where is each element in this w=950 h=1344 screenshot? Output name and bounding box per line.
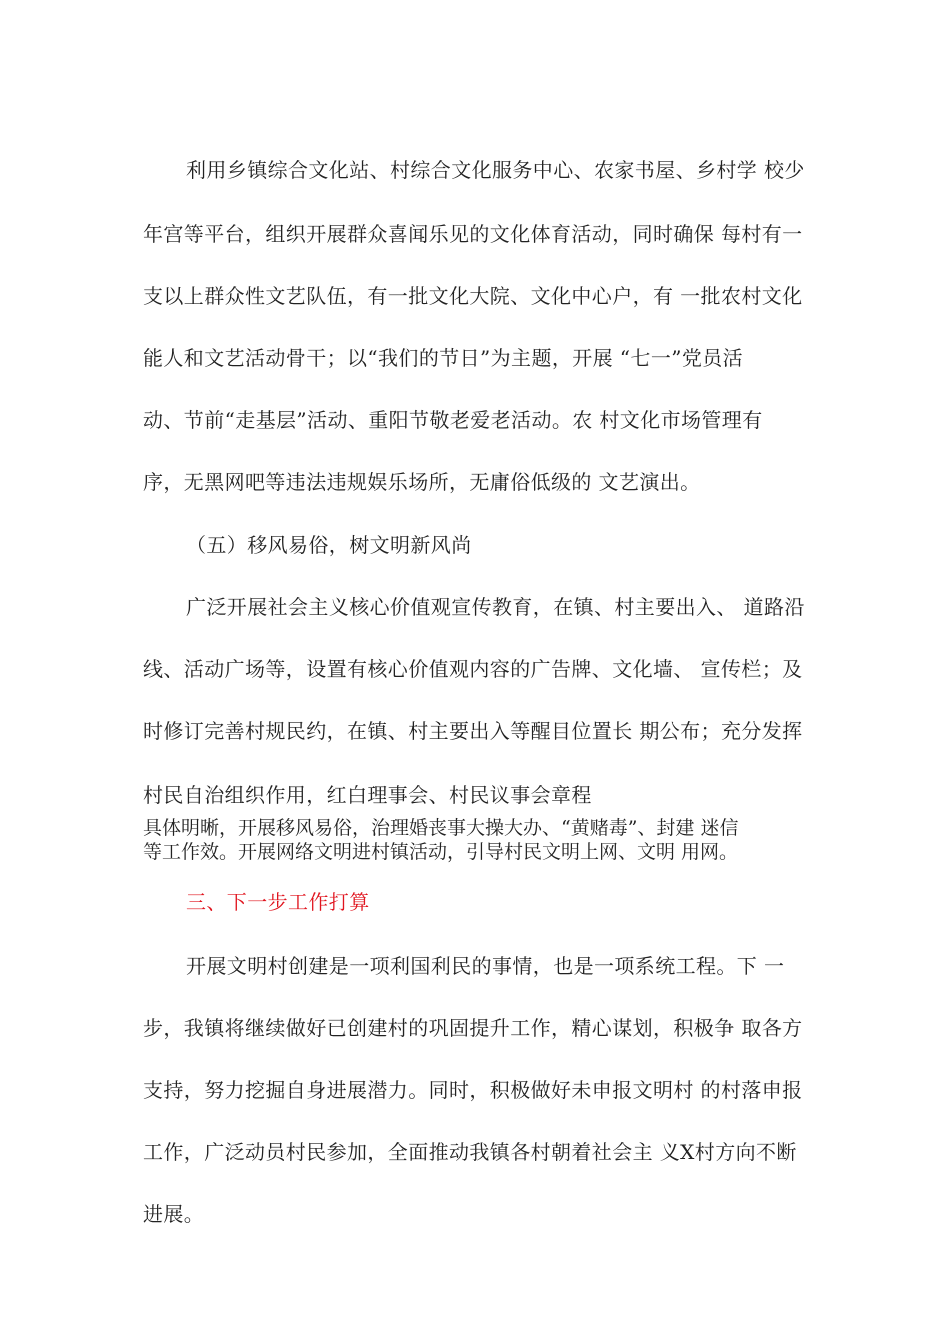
paragraph-line: 线、活动广场等，设置有核心价值观内容的广告牌、文化墙、 宣传栏；及 (143, 657, 803, 681)
paragraph-line: 支以上群众性文艺队伍，有一批文化大院、文化中心户，有 一批农村文化 (143, 284, 803, 308)
paragraph-line: 开展文明村创建是一项利国利民的事情，也是一项系统工程。下 一 (186, 954, 785, 978)
paragraph-line: 村民自治组织作用，红白理事会、村民议事会章程 (143, 783, 592, 807)
paragraph-line: 能人和文艺活动骨干；以“我们的节日”为主题，开展 “七一”党员活 (143, 346, 744, 370)
paragraph-line: 广泛开展社会主义核心价值观宣传教育，在镇、村主要出入、 道路沿 (186, 595, 805, 619)
paragraph-line: 时修订完善村规民约，在镇、村主要出入等醒目位置长 期公布；充分发挥 (143, 719, 803, 743)
section-heading: （五）移风易俗，树文明新风尚 (186, 533, 472, 557)
paragraph-line: 支持，努力挖掘自身进展潜力。同时，积极做好未申报文明村 的村落申报 (143, 1078, 803, 1102)
paragraph-line: 利用乡镇综合文化站、村综合文化服务中心、农家书屋、乡村学 校少 (186, 158, 805, 182)
paragraph-line: 动、节前“走基层”活动、重阳节敬老爱老活动。农 村文化市场管理有 (143, 408, 763, 432)
paragraph-line: 年宫等平台，组织开展群众喜闻乐见的文化体育活动，同时确保 每村有一 (143, 222, 803, 246)
section-heading-red: 三、下一步工作打算 (186, 890, 370, 914)
paragraph-line: 步，我镇将继续做好已创建村的巩固提升工作，精心谋划，积极争 取各方 (143, 1016, 803, 1040)
paragraph-line: 进展。 (143, 1202, 205, 1226)
paragraph-line: 等工作效。开展网络文明进村镇活动，引导村民文明上网、文明 用网。 (143, 841, 739, 863)
paragraph-line: 具体明晰，开展移风易俗，治理婚丧事大操大办、“黄赌毒”、封建 迷信 (143, 817, 739, 839)
paragraph-line: 工作，广泛动员村民参加，全面推动我镇各村朝着社会主 义X村方向不断 (143, 1140, 797, 1164)
paragraph-line: 序，无黑网吧等违法违规娱乐场所，无庸俗低级的 文艺演出。 (143, 470, 701, 494)
